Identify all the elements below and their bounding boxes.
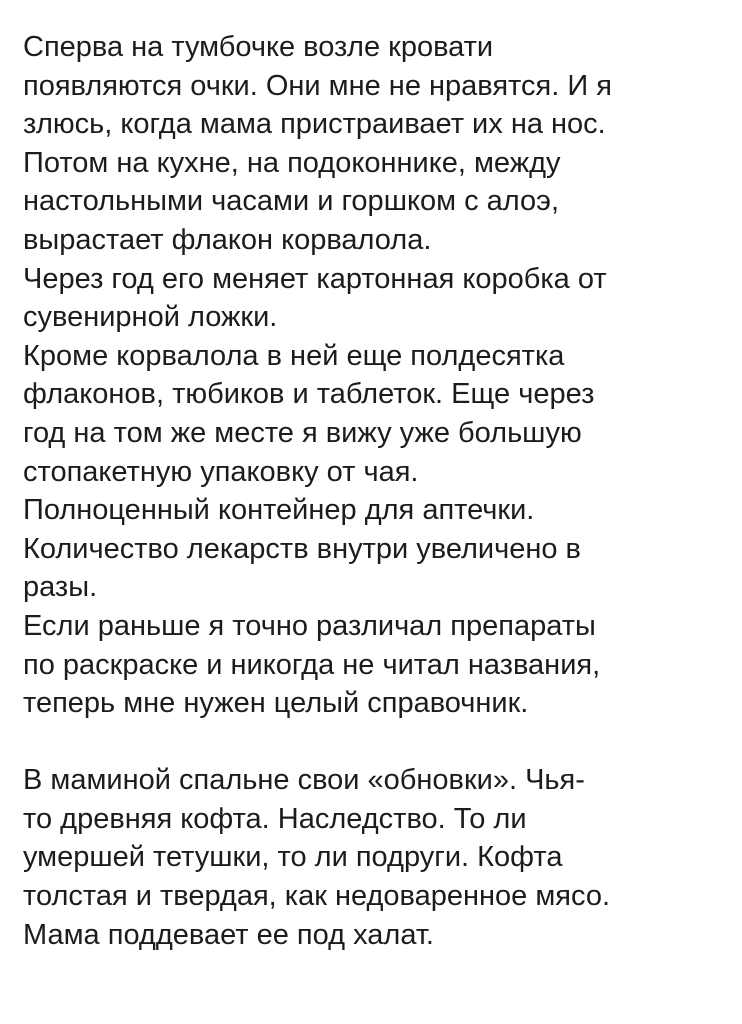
text-line: Полноценный контейнер для аптечки.	[23, 494, 535, 527]
text-line: год на том же месте я вижу уже большую	[23, 416, 582, 449]
text-line: Через год его меняет картонная коробка от	[23, 262, 607, 295]
text-line: флаконов, тюбиков и таблеток. Еще через	[23, 378, 595, 411]
text-line: умершей тетушки, то ли подруги. Кофта	[23, 841, 563, 874]
text-line: Потом на кухне, на подоконнике, между	[23, 146, 561, 179]
text-line: злюсь, когда мама пристраивает их на нос.	[23, 108, 606, 141]
text-line: по раскраске и никогда не читал названия,	[23, 648, 601, 681]
text-line: Количество лекарств внутри увеличено в	[23, 532, 581, 565]
text-line: стопакетную упаковку от чая.	[23, 455, 419, 488]
text-line: разы.	[23, 571, 98, 604]
paragraph-break	[23, 723, 722, 762]
text-line: В маминой спальне свои «обновки». Чья-	[23, 764, 585, 797]
text-line: Мама поддевает ее под халат.	[23, 918, 434, 951]
text-line: толстая и твердая, как недоваренное мясо.	[23, 880, 611, 913]
text-line: Если раньше я точно различал препараты	[23, 609, 596, 642]
text-line: Сперва на тумбочке возле кровати	[23, 31, 494, 63]
text-line: вырастает флакон корвалола.	[23, 223, 432, 256]
text-line: появляются очки. Они мне не нравятся. И я	[23, 69, 612, 102]
text-line: Кроме корвалола в ней еще полдесятка	[23, 339, 565, 372]
text-line: теперь мне нужен целый справочник.	[23, 687, 529, 720]
text-line: сувенирной ложки.	[23, 301, 278, 334]
text-line: то древняя кофта. Наследство. То ли	[23, 802, 527, 835]
text-line: настольными часами и горшком с алоэ,	[23, 185, 560, 218]
